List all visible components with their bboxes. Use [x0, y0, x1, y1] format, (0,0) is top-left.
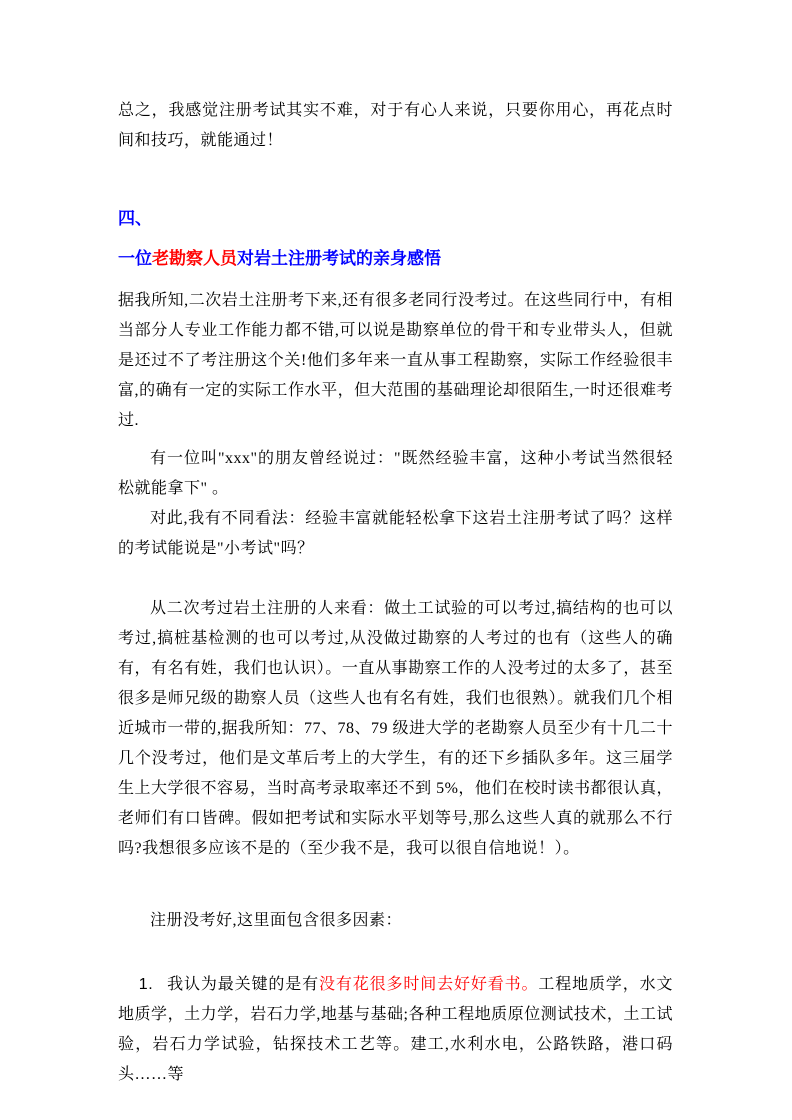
section-title-heading — [118, 244, 673, 274]
factor-1-paragraph — [118, 970, 673, 1090]
section-number-heading: 四、 — [118, 209, 152, 228]
factor-1-text-suffix: 工程地质学，水文地质学，土力学，岩石力学,地基与基础;各种工程地质原位测试技术，土工试验，岩石力学试验，钻探技术工艺等。建工,水利水电，公路铁路，港口码头……等 — [118, 976, 673, 1083]
examples-paragraph: 从二次考过岩土注册的人来看：做土工试验的可以考过,搞结构的也可以考过,搞桩基检测的也可以考过,从没做过勘察的人考过的也有（这些人的确有，有名有姓，我们也认识）。一直从事勘察工作的人没考过的太多了，甚至很多是师兄级的勘察人员（这些人也有名有姓，我们也很熟）。就我们几个相近城市一带的,据我所知：77、78、79 级进大学的老勘察人员至少有十几二十几个没考过，他们是文革后考上的大学生，有的还下乡插队多年。这三届学生上大学很不容易，当时高考录取率还不到 5%，他们在校时读书都很认真，老师们有口皆碑。假如把考试和实际水平划等号,那么这些人真的就那么不行吗?我想很多应该不是的（至少我不是，我可以很自信地说！）。 — [118, 600, 674, 857]
disagree-paragraph: 对此,我有不同看法：经验丰富就能轻松拿下这岩土注册考试了吗？这样的考试能说是"小考试"吗？ — [118, 510, 673, 557]
section-title-lead: 一位 — [118, 249, 152, 268]
factor-1-text-prefix: 我认为最关键的是有 — [166, 976, 319, 993]
friend-quote-paragraph: 有一位叫"xxx"的朋友曾经说过："既然经验丰富，这种小考试当然很轻松就能拿下" 。 — [118, 450, 673, 497]
factor-1-highlight: 没有花很多时间去好好看书。 — [318, 976, 539, 993]
section-title-highlight: 老勘察人员 — [152, 249, 237, 268]
factors-intro-paragraph: 注册没考好,这里面包含很多因素： — [150, 912, 403, 929]
overview-paragraph: 据我所知,二次岩土注册考下来,还有很多老同行没考过。在这些同行中，有相当部分人专业工作能力都不错,可以说是勘察单位的骨干和专业带头人，但就是还过不了考注册这个关!他们多年来一直从事工程勘察，实际工作经验很丰富,的确有一定的实际工作水平，但大范围的基础理论却很陌生,一时还很难考过. — [118, 292, 673, 429]
factor-1-number: 1. — [138, 976, 154, 993]
intro-paragraph: 总之，我感觉注册考试其实不难，对于有心人来说，只要你用心，再花点时间和技巧，就能通过！ — [118, 102, 673, 149]
section-title-rest: 对岩土注册考试的亲身感悟 — [237, 249, 441, 268]
